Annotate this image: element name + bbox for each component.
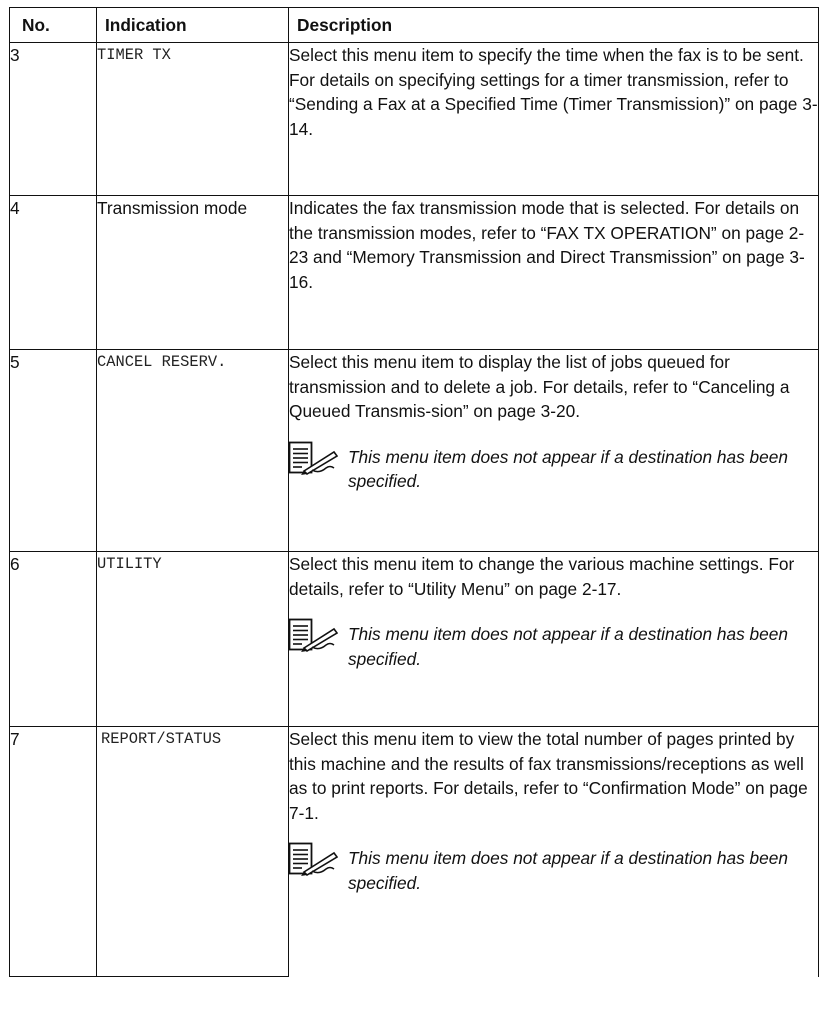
row-description-cell [289,43,819,196]
row-description-cell [289,196,819,350]
header-no: No. [10,8,97,43]
row-description-cell [289,727,819,977]
header-description: Description [289,8,819,43]
row-description-cell [289,350,819,552]
table-row [10,350,819,552]
menu-indication-table [9,7,819,977]
note-pencil-icon [288,842,338,876]
header-indication: Indication [97,8,289,43]
row-indication: UTILITY [97,552,289,727]
note [289,614,818,671]
row-indication: TIMER TX [97,43,289,196]
row-description-cell [289,552,819,727]
row-description: Indicates the fax transmission mode that is selected. For details on the transmission modes, refer to “FAX TX OPERATION” on page 2-23 and “Memory Transmission and Direct Transmission” on page 3-16. [289,198,805,292]
row-number: 4 [10,196,97,350]
table-header-row [10,8,819,43]
note-text: This menu item does not appear if a destination has been specified. [348,446,788,492]
row-description: Select this menu item to display the list of jobs queued for transmission and to delete a job. For details, refer to “Canceling a Queued Transmis-sion” on page 3-20. [289,352,790,422]
note-text: This menu item does not appear if a destination has been specified. [348,624,788,669]
table-row [10,43,819,196]
note-pencil-icon [288,441,338,475]
row-indication: REPORT/STATUS [97,727,289,977]
row-number: 6 [10,552,97,727]
note [289,437,818,494]
row-number: 3 [10,43,97,196]
row-indication: CANCEL RESERV. [97,350,289,552]
row-number: 5 [10,350,97,552]
row-indication: Transmission mode [97,196,289,350]
note-pencil-icon [288,618,338,652]
row-description: Select this menu item to change the various machine settings. For details, refer to “Utility Menu” on page 2-17. [289,554,795,599]
note-text: This menu item does not appear if a destination has been specified. [348,848,788,893]
row-description: Select this menu item to view the total number of pages printed by this machine and the results of fax transmissions/receptions as well as to print reports. For details, refer to “Confirmation Mode” on page 7-1. [289,729,808,823]
table-row [10,196,819,350]
row-description: Select this menu item to specify the time when the fax is to be sent. For details on specifying settings for a timer transmission, refer to “Sending a Fax at a Specified Time (Timer Transmission)” on page 3-14. [289,45,818,139]
note [289,838,818,895]
table-row [10,552,819,727]
table-row [10,727,819,977]
row-number: 7 [10,727,97,977]
